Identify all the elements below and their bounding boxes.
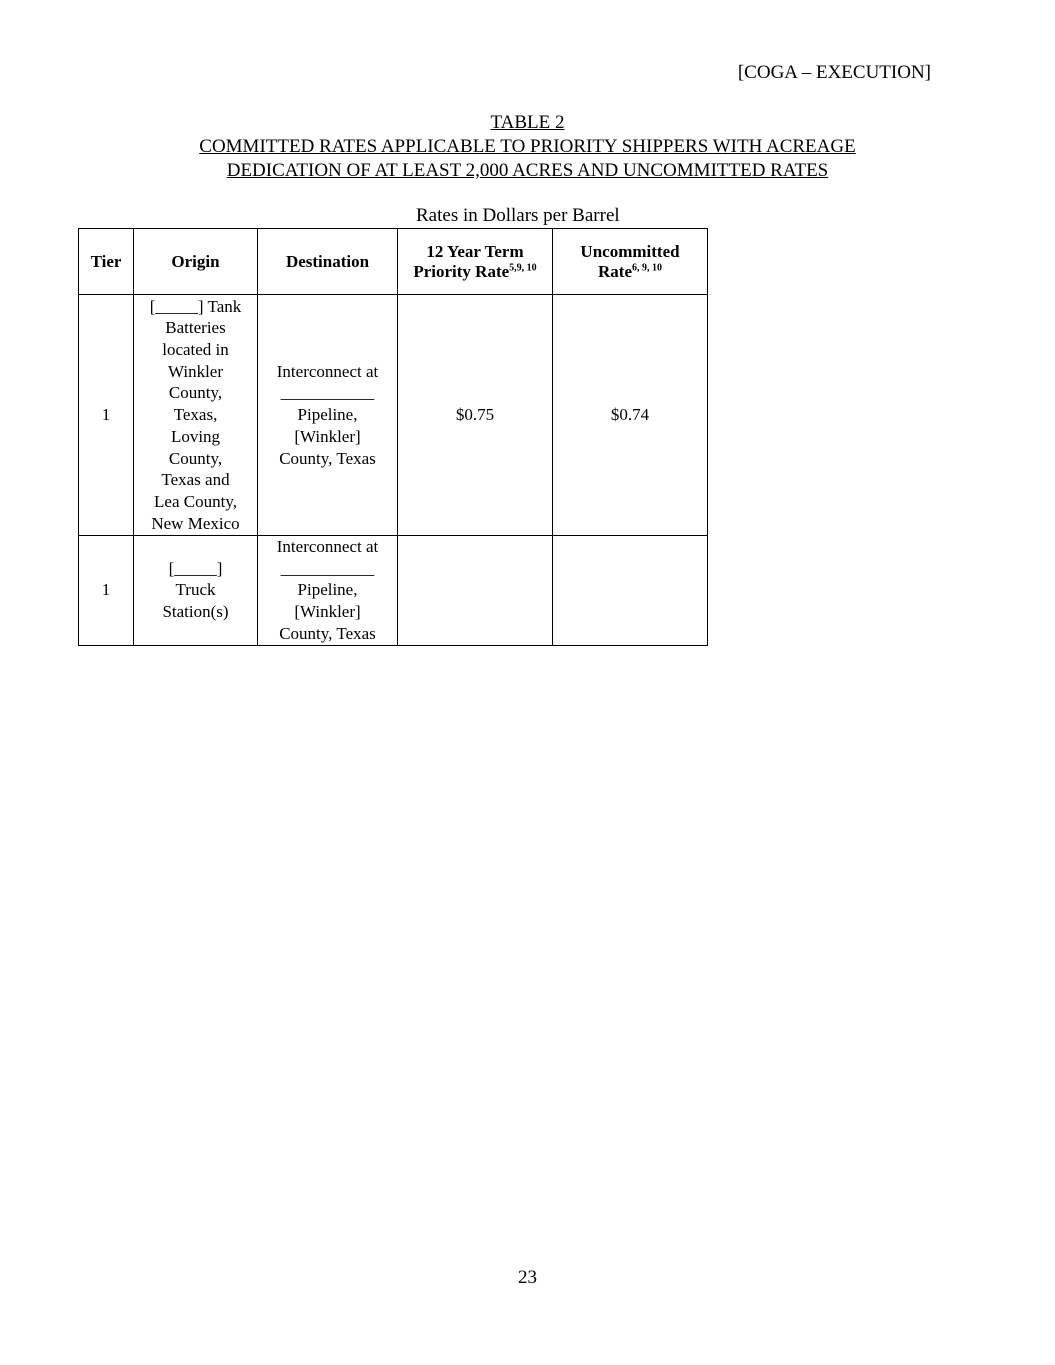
destination-text: Interconnect at ___________ Pipeline, [Winkler] County, Texas — [276, 537, 379, 643]
table-row — [79, 536, 708, 646]
cell-origin — [134, 295, 258, 536]
header-uncommitted-rate — [553, 229, 708, 295]
rates-caption: Rates in Dollars per Barrel — [416, 205, 620, 226]
table-title-line-3: DEDICATION OF AT LEAST 2,000 ACRES AND UNCOMMITTED RATES — [226, 160, 829, 181]
origin-text: [_____] Tank Batteries located in Winkler County, Texas, Loving County, Texas and Lea County, New Mexico — [149, 296, 242, 533]
table-title-line-2: COMMITTED RATES APPLICABLE TO PRIORITY SHIPPERS WITH ACREAGE — [199, 136, 856, 157]
header-tier: Tier — [79, 229, 134, 295]
origin-text: [_____] Truck Station(s) — [162, 558, 229, 622]
cell-destination — [258, 536, 398, 646]
cell-uncommitted-rate — [553, 536, 708, 646]
cell-priority-rate — [398, 536, 553, 646]
cell-destination — [258, 295, 398, 536]
cell-tier: 1 — [79, 295, 134, 536]
cell-origin — [134, 536, 258, 646]
table-row — [79, 295, 708, 536]
header-priority-line-2: Priority Rate — [413, 261, 510, 281]
header-uncommitted-line-2: Rate — [598, 261, 632, 281]
table-title-line-1: TABLE 2 — [490, 112, 565, 133]
header-uncommitted-line-1: Uncommitted — [580, 241, 680, 261]
header-destination: Destination — [258, 229, 398, 295]
header-uncommitted-footnotes: 6, 9, 10 — [631, 261, 662, 273]
cell-priority-rate: $0.75 — [398, 295, 553, 536]
table-header-row — [79, 229, 708, 295]
header-priority-line-1: 12 Year Term — [426, 241, 524, 261]
table-title — [0, 111, 1055, 183]
destination-text: Interconnect at ___________ Pipeline, [Winkler] County, Texas — [276, 361, 379, 468]
cell-tier: 1 — [79, 536, 134, 646]
page-number: 23 — [518, 1267, 537, 1288]
cell-uncommitted-rate: $0.74 — [553, 295, 708, 536]
document-header-tag: [COGA – EXECUTION] — [737, 62, 931, 83]
header-priority-rate — [398, 229, 553, 295]
header-priority-footnotes: 5,9, 10 — [509, 261, 537, 273]
rates-table — [78, 228, 708, 646]
header-origin: Origin — [134, 229, 258, 295]
